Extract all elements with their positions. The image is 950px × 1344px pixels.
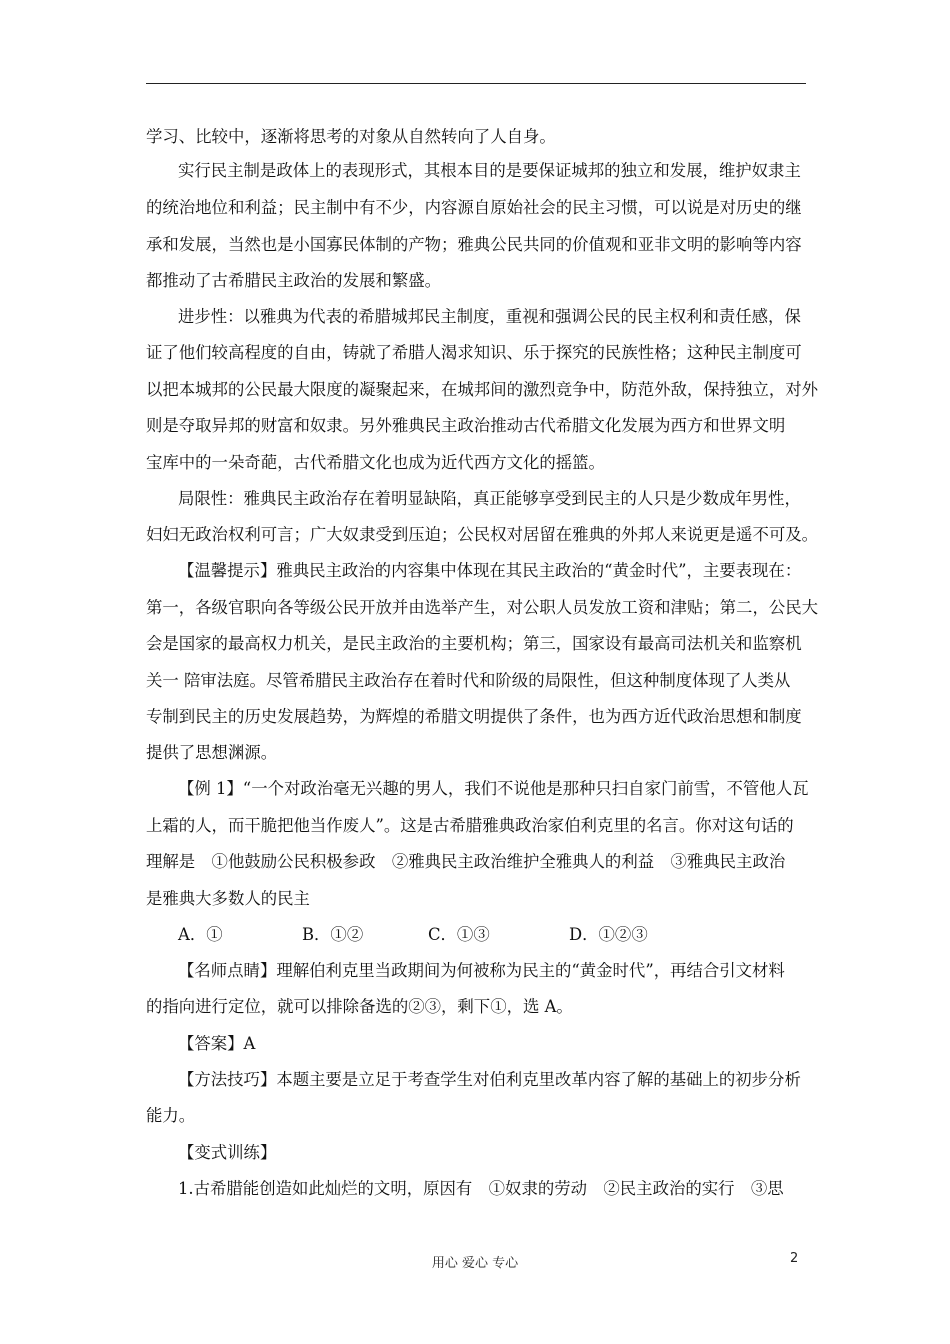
header-rule xyxy=(146,83,806,84)
text-line: 理解是 ①他鼓励公民积极参政 ②雅典民主政治维护全雅典人的利益 ③雅典民主政治 xyxy=(146,852,786,871)
text-line: 学习、比较中，逐渐将思考的对象从自然转向了人自身。 xyxy=(146,127,556,146)
page-footer: 用心 爱心 专心 xyxy=(431,1256,519,1271)
choice-c: C．①③ xyxy=(428,925,490,944)
text-line: 都推动了古希腊民主政治的发展和繁盛。 xyxy=(146,271,442,290)
text-line: 能力。 xyxy=(146,1106,196,1125)
text-line: 妇妇无政治权利可言；广大奴隶受到压迫；公民权对居留在雅典的外邦人来说更是遥不可及。 xyxy=(146,525,819,544)
text-line: 关一 陪审法庭。尽管希腊民主政治存在着时代和阶级的局限性，但这种制度体现了人类从 xyxy=(146,671,791,690)
text-line: 证了他们较高程度的自由，铸就了希腊人渴求知识、乐于探究的民族性格；这种民主制度可 xyxy=(146,343,802,362)
text-line: 的统治地位和利益；民主制中有不少，内容源自原始社会的民主习惯，可以说是对历史的继 xyxy=(146,198,802,217)
text-line: 以把本城邦的公民最大限度的凝聚起来，在城邦间的激烈竞争中，防范外敌，保持独立，对外 xyxy=(146,380,819,399)
page-number: 2 xyxy=(790,1251,799,1266)
text-line: 会是国家的最高权力机关，是民主政治的主要机构；第三，国家设有最高司法机关和监察机 xyxy=(146,634,802,653)
text-line: 的指向进行定位，就可以排除备选的②③，剩下①，选 A。 xyxy=(146,997,573,1016)
text-line: 【名师点睛】理解伯利克里当政期间为何被称为民主的“黄金时代”，再结合引文材料 xyxy=(178,961,785,980)
text-line: 【例 1】“一个对政治毫无兴趣的男人，我们不说他是那种只扫自家门前雪，不管他人瓦 xyxy=(178,779,809,798)
choice-d: D．①②③ xyxy=(569,925,648,944)
text-line: 上霜的人，而干脆把他当作废人”。这是古希腊雅典政治家伯利克里的名言。你对这句话的 xyxy=(146,816,794,835)
text-line: 【方法技巧】本题主要是立足于考查学生对伯利克里改革内容了解的基础上的初步分析 xyxy=(178,1070,801,1089)
text-line: 则是夺取异邦的财富和奴隶。另外雅典民主政治推动古代希腊文化发展为西方和世界文明 xyxy=(146,416,786,435)
text-line: 专制到民主的历史发展趋势，为辉煌的希腊文明提供了条件，也为西方近代政治思想和制度 xyxy=(146,707,802,726)
text-line: 实行民主制是政体上的表现形式，其根本目的是要保证城邦的独立和发展，维护奴隶主 xyxy=(178,161,801,180)
text-line: 是雅典大多数人的民主 xyxy=(146,889,310,908)
text-line: 局限性：雅典民主政治存在着明显缺陷，真正能够享受到民主的人只是少数成年男性， xyxy=(178,489,801,508)
text-line: 1.古希腊能创造如此灿烂的文明，原因有 ①奴隶的劳动 ②民主政治的实行 ③思 xyxy=(178,1179,784,1198)
text-line: 进步性：以雅典为代表的希腊城邦民主制度，重视和强调公民的民主权利和责任感，保 xyxy=(178,307,801,326)
text-line: 提供了思想渊源。 xyxy=(146,743,278,762)
text-line: 【答案】A xyxy=(178,1034,256,1053)
text-line: 宝库中的一朵奇葩，古代希腊文化也成为近代西方文化的摇篮。 xyxy=(146,453,605,472)
text-line: 【温馨提示】雅典民主政治的内容集中体现在其民主政治的“黄金时代”，主要表现在： xyxy=(178,561,802,580)
text-line: 【变式训练】 xyxy=(178,1143,277,1162)
text-line: 第一，各级官职向各等级公民开放并由选举产生，对公职人员发放工资和津贴；第二，公民大 xyxy=(146,598,819,617)
choice-a: A．① xyxy=(178,925,223,944)
text-line: 承和发展，当然也是小国寡民体制的产物；雅典公民共同的价值观和亚非文明的影响等内容 xyxy=(146,235,802,254)
choice-b: B．①② xyxy=(302,925,364,944)
